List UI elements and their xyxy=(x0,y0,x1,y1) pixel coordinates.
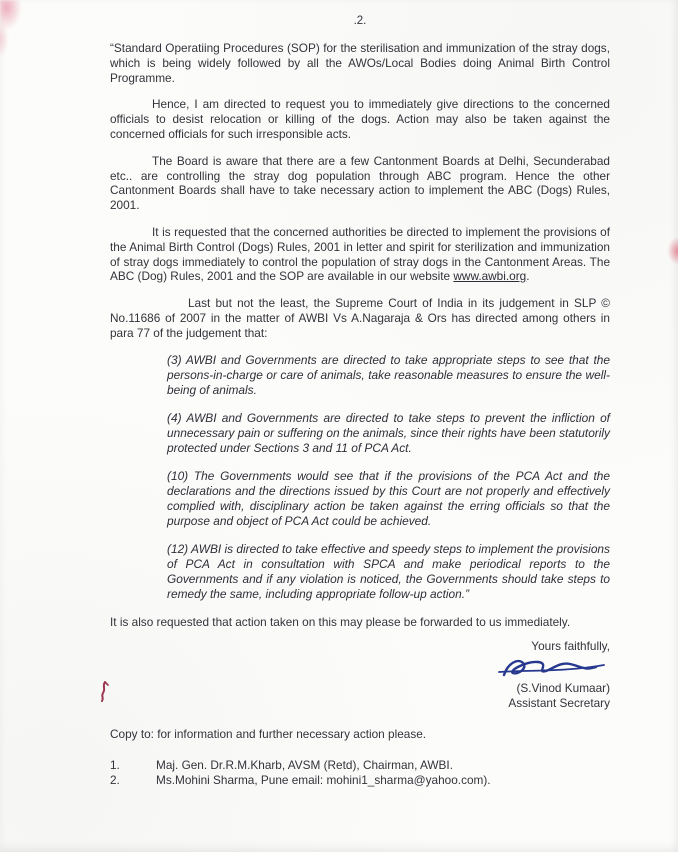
paragraph-hence: Hence, I am directed to request you to immediately give directions to the concerned officials to desist relocation or killing of the dogs. Action may also be taken against the concerned officials for such irresponsible acts. xyxy=(110,97,610,141)
signature-ink xyxy=(496,655,608,681)
judgement-quote-10: (10) The Governments would see that if the provisions of the PCA Act and the declarations and the directions issued by this Court are not properly and effectively complied with, disciplinary action be taken against the erring officials so that the purpose and object of PCA Act could be achieved. xyxy=(167,468,610,528)
closing-block xyxy=(110,639,610,711)
paragraph-requested-text: It is requested that the concerned authorities be directed to implement the provisions of the Animal Birth Control (Dogs) Rules, 2001 in letter and spirit for sterilization and immunization of stray dogs immediately to control the population of stray dogs in the Cantonment Areas. The ABC (Dog) Rules, 2001 and the SOP are available in our website xyxy=(110,224,610,284)
copy-item-text: Ms.Mohini Sharma, Pune email: mohini1_sharma@yahoo.com). xyxy=(156,773,491,788)
paragraph-board: The Board is aware that there are a few Cantonment Boards at Delhi, Secunderabad etc.. are controlling the stray dog population through ABC program. Hence the other Cantonment Boards shall have to take necessary action to implement the ABC (Dogs) Rules, 2001. xyxy=(110,153,610,213)
signature xyxy=(496,655,608,681)
pen-mark-annotation xyxy=(98,680,110,702)
copy-to-item xyxy=(110,773,610,788)
paragraph-requested xyxy=(110,225,610,284)
copy-item-number: 1. xyxy=(110,758,120,773)
judgement-quote-3: (3) AWBI and Governments are directed to take appropriate steps to see that the persons-in-charge or care of animals, take reasonable measures to ensure the well-being of animals. xyxy=(167,352,610,397)
paragraph-supreme-court: Last but not the least, the Supreme Court of India in its judgement in SLP © No.11686 of 2007 in the matter of AWBI Vs A.Nagaraja & Ors has directed among others in para 77 of the judgement that: xyxy=(110,296,610,340)
paragraph-sop: “Standard Operatiing Procedures (SOP) for the sterilisation and immunization of the stray dogs, which is being widely followed by all the AWOs/Local Bodies doing Animal Birth Control Programme. xyxy=(110,41,610,85)
closing-name: (S.Vinod Kumaar) xyxy=(516,681,610,696)
pink-scan-smudge-left-edge xyxy=(0,22,8,56)
pink-scan-smudge-right-edge xyxy=(668,238,678,264)
copy-to-item xyxy=(110,758,610,773)
copy-item-text: Maj. Gen. Dr.R.M.Kharb, AVSM (Retd), Chairman, AWBI. xyxy=(156,758,453,773)
copy-to-block xyxy=(110,727,610,788)
copy-to-heading: Copy to: for information and further necessary action please. xyxy=(110,727,427,742)
link-suffix: . xyxy=(526,269,530,284)
paragraph-action-request: It is also requested that action taken on this may please be forwarded to us immediately. xyxy=(110,614,571,629)
judgement-quote-12: (12) AWBI is directed to take effective and speedy steps to implement the provisions of PCA Act in consultation with SPCA and make periodical reports to the Governments and if any violation is noticed, the Governments should take steps to remedy the same, including appropriate follow-up action.” xyxy=(167,541,610,601)
copy-item-number: 2. xyxy=(110,773,120,788)
closing-title: Assistant Secretary xyxy=(508,696,610,711)
pink-scan-smudge-top-left xyxy=(0,0,22,30)
judgement-quote-4: (4) AWBI and Governments are directed to take steps to prevent the infliction of unnecessary pain or suffering on the animals, since their rights have been statutorily protected under Sections 3 and 11 of PCA Act. xyxy=(167,410,610,455)
website-link[interactable]: www.awbi.org xyxy=(453,269,527,284)
page-number: .2. xyxy=(353,15,367,27)
closing-salutation: Yours faithfully, xyxy=(531,639,610,654)
letter-body xyxy=(110,14,610,788)
